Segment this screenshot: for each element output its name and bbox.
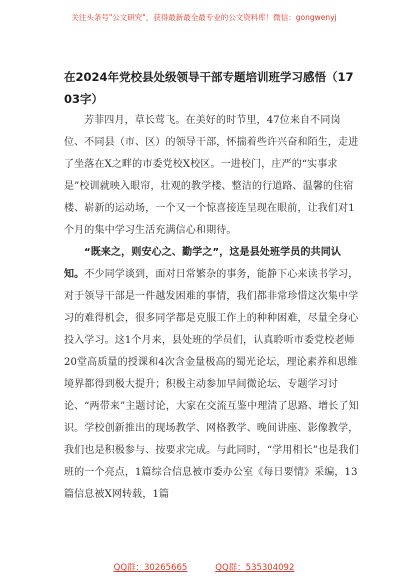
paragraph-2 xyxy=(64,242,360,506)
footer xyxy=(0,561,408,573)
header-banner: 关注头条号"公文研究"，获得最新最全最专业的公文资料库！微信：gongwenyj xyxy=(71,13,337,22)
paragraph-2-lead: “既来之，则安心之、勤学之”，这是县处班学员的共同认知。 xyxy=(64,247,342,280)
paragraph-1-text: 芳菲四月，草长莺飞。在美好的时节里，47位来自不同岗位、不同县（市、区）的领导干部，怀揣着些许兴奋和陌生，走进了坐落在X之畔的市委党校X校区。一进校门，庄严的“实事求是”校训就映入眼帘，壮观的教学楼、整洁的行道路、温馨的住宿楼、崭新的运动场，一个又一个惊喜接连呈现在眼前，让我们对1个月的集中学习生活充满信心和期待。 xyxy=(64,115,359,236)
document-title: 在2024年党校县处级领导干部专题培训班学习感悟（1703字） xyxy=(64,70,354,106)
footer-qq-group-1[interactable]: QQ群：30265665 xyxy=(113,563,188,573)
paragraph-1 xyxy=(64,110,360,242)
paragraph-2-text: 不少同学谈到，面对日常繁杂的事务，能静下心来读书学习，对于领导干部是一件越发困难的事情，我们都非常珍惜这次集中学习的难得机会，很多同学都是克服工作上的种种困难，尽量全身心投入学习。这1个月来，县处班的学员们，认真聆听市委党校老师20堂高质量的授课和4次含金量极高的蜀光论坛，理论素养和思维境界都得到极大提升；积极主动参加早间微论坛、专题学习讨论、“两带来”主题讨论，大家在交流互鉴中理清了思路、增长了知识。学校创新推出的现场教学、网格教学、晚间讲座、影像教学，我们也是积极参与、按要求完成。与此同时，“学用相长”也是我们班的一个亮点，1篇综合信息被市委办公室《每日要情》采编，13篇信息被X网转载，1篇 xyxy=(64,269,359,500)
footer-qq-group-2[interactable]: QQ群：535304092 xyxy=(215,563,295,573)
document-body xyxy=(64,66,360,506)
